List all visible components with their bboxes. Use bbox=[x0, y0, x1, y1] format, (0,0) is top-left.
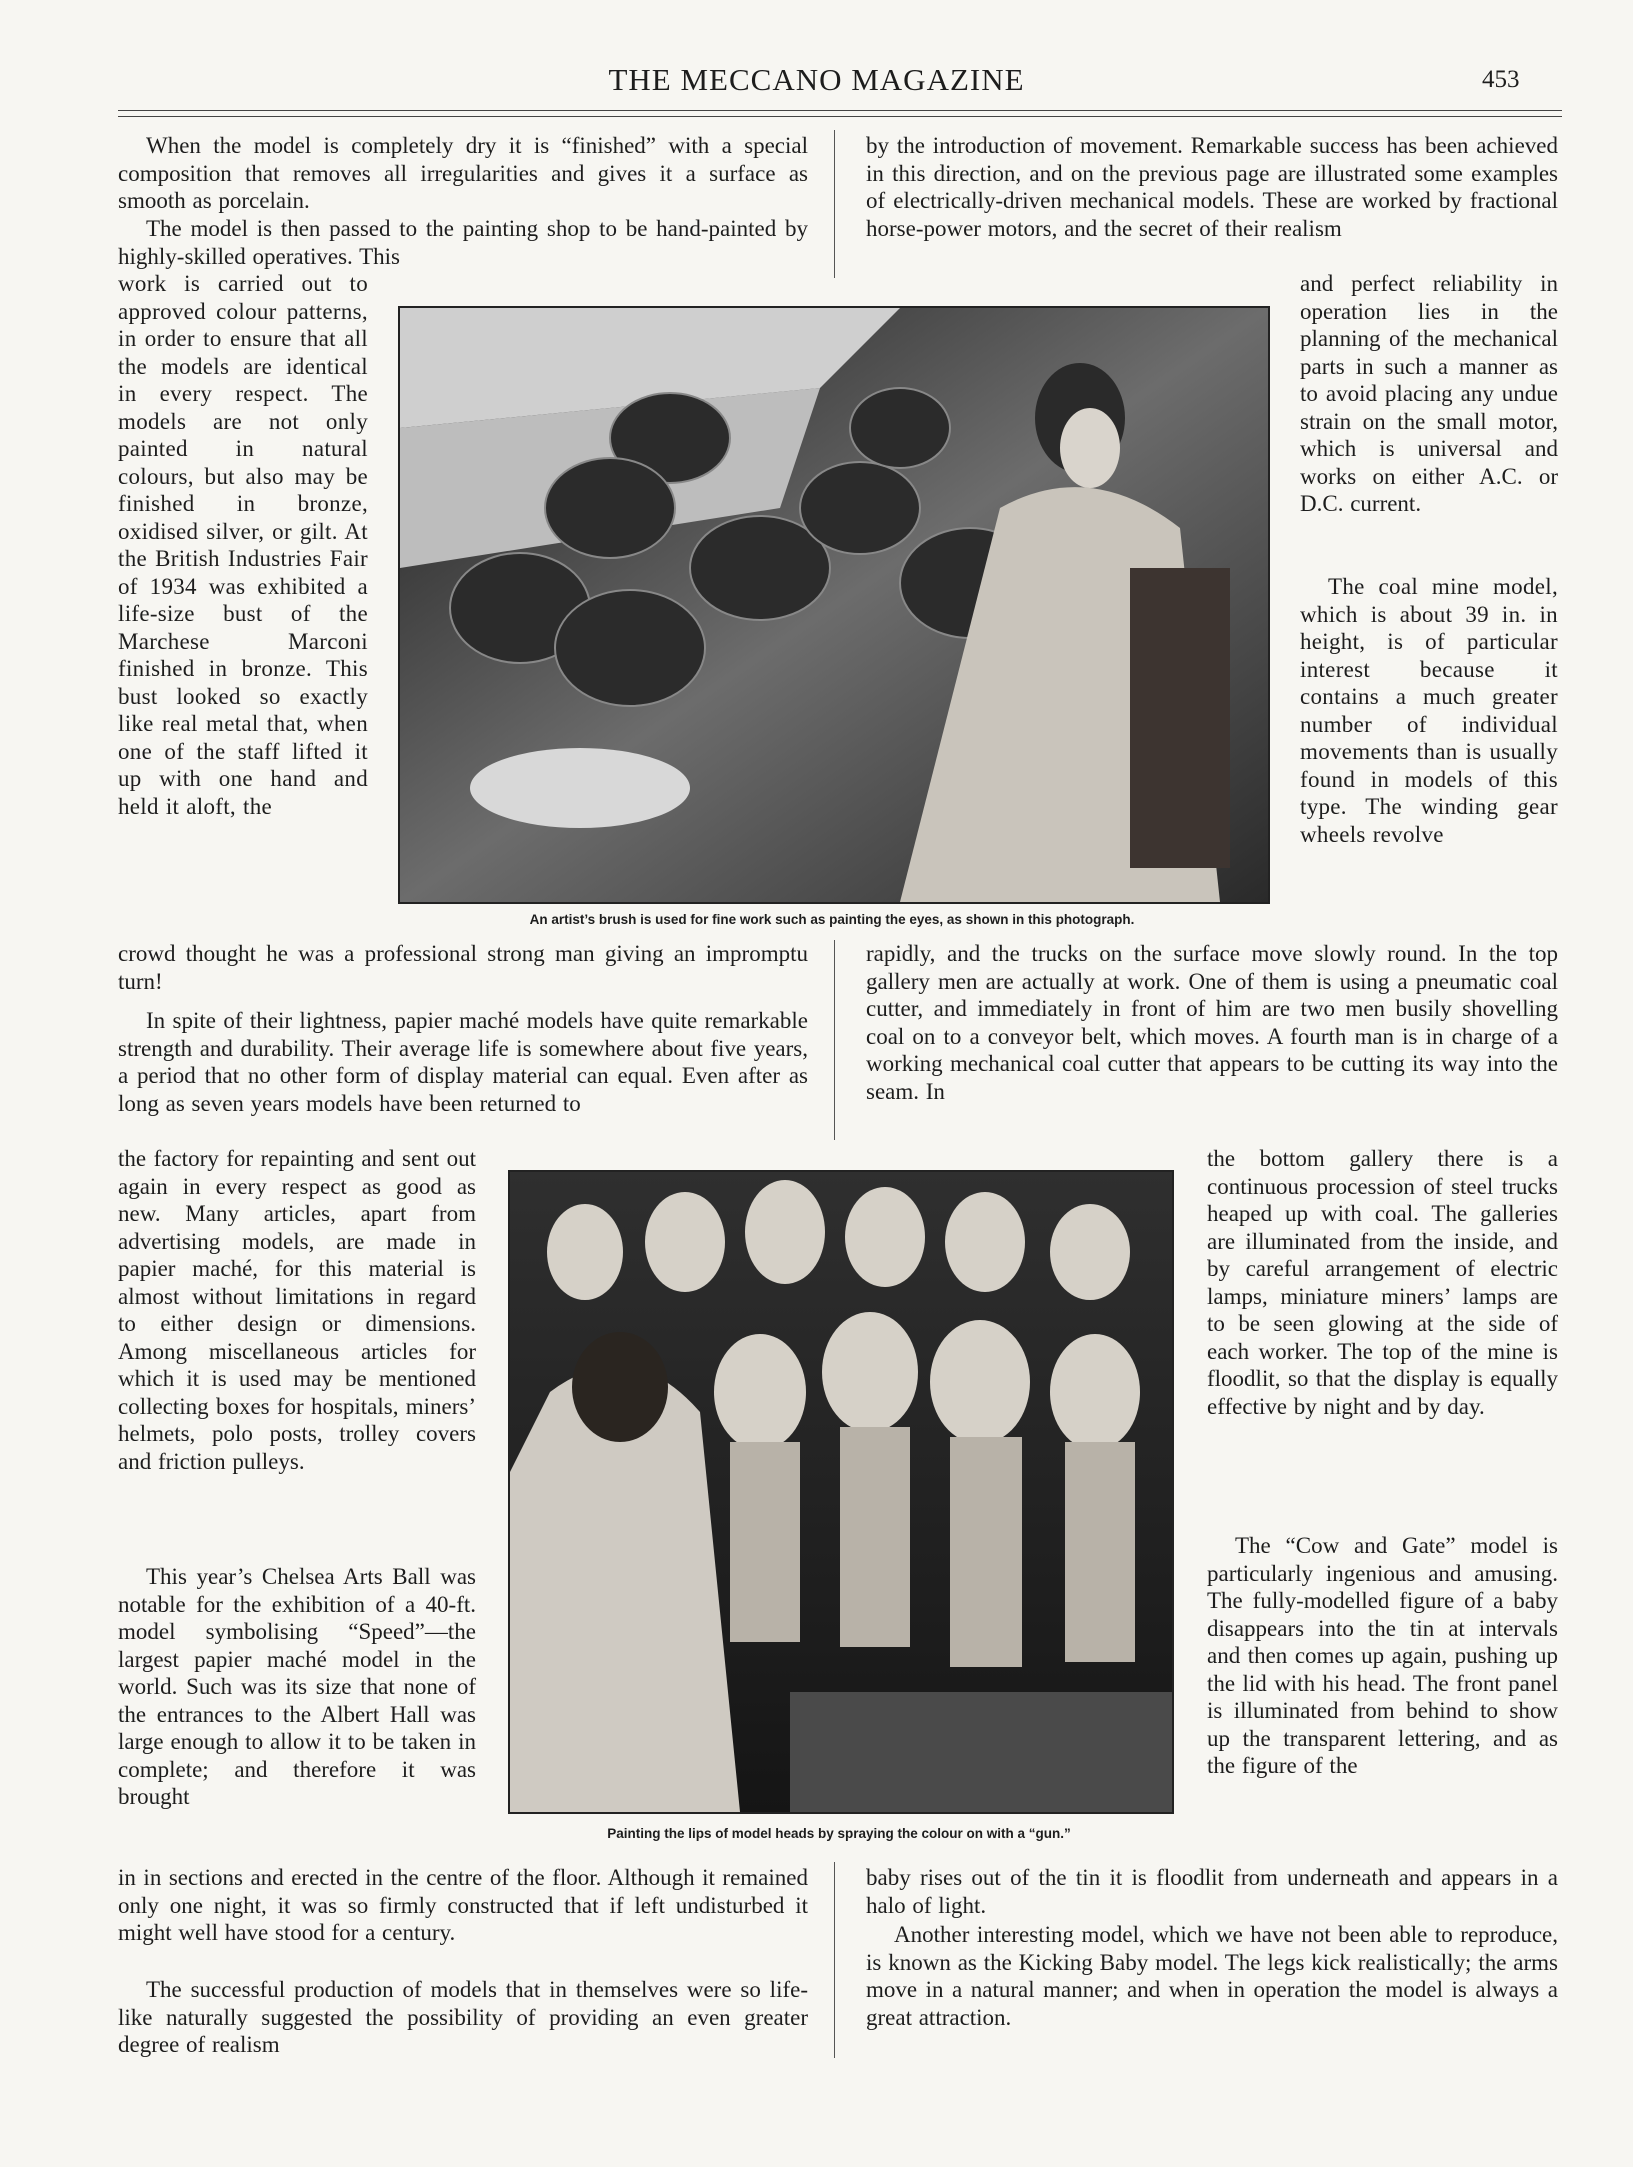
paragraph-coal-mine: The coal mine model, which is about 39 in. in height, is of particular interest because it contains a much greater number of individual movements than is usually found in models of this type. The winding gear wheels revolve bbox=[1300, 574, 1558, 847]
header-rule bbox=[118, 110, 1562, 111]
paragraph-sections: in in sections and erected in the centre of the floor. Although it remained only one night, it was so firmly constructed that if left undisturbed it might well have stood for a century. bbox=[118, 1865, 808, 1945]
header-rule-thin bbox=[118, 116, 1562, 117]
column-divider-middle bbox=[834, 940, 835, 1140]
photo-artist-painting-fox-heads bbox=[398, 306, 1270, 904]
paragraph-rapidly: rapidly, and the trucks on the surface move slowly round. In the top gallery men are actually at work. One of them is using a pneumatic coal cutter, and immediately in front of him are two men busily shovelling coal on to a conveyor belt, which moves. A fourth man is in charge of a working mechanical coal cutter that appears to be cutting its way into the seam. In bbox=[866, 941, 1558, 1104]
caption-top-photo: An artist’s brush is used for fine work such as painting the eyes, as shown in this photograph. bbox=[529, 912, 1135, 927]
paragraph-finished: When the model is completely dry it is “finished” with a special composition that removes all irregularities and gives it a surface as smooth as porcelain. bbox=[118, 133, 808, 213]
paragraph-chelsea-arts-ball: This year’s Chelsea Arts Ball was notable for the exhibition of a 40-ft. model symbolising “Speed”—the largest papier maché model in the world. Such was its size that none of the entrances to the Albert Hall was large enough to allow it to be taken in complete; and therefore it was brought bbox=[118, 1564, 476, 1809]
paragraph-halo: baby rises out of the tin it is floodlit from underneath and appears in a halo of light. bbox=[866, 1865, 1558, 1918]
paragraph-colour-patterns: work is carried out to approved colour patterns, in order to ensure that all the models are identical in every respect. The models are not only painted in natural colours, but also may be finished in bronze, oxidised silver, or gilt. At the British Industries Fair of 1934 was exhibited a life-size bust of the Marchese Marconi finished in bronze. This bust looked so exactly like real metal that, when one of the staff lifted it up with one hand and held it aloft, the bbox=[118, 271, 368, 819]
paragraph-reliability: and perfect reliability in operation lies in the planning of the mechanical parts in such a manner as to avoid placing any undue strain on the small motor, which is universal and works on either A.C. or D.C. current. bbox=[1300, 271, 1558, 516]
paragraph-repainting: the factory for repainting and sent out again in every respect as good as new. Many articles, apart from advertising models, are made in papier maché, for this material is almost without limitations in regard to either design or dimensions. Among miscellaneous articles for which it is used may be mentioned collecting boxes for hospitals, miners’ helmets, polo posts, trolley covers and friction pulleys. bbox=[118, 1146, 476, 1474]
page-number: 453 bbox=[1482, 66, 1520, 93]
paragraph-painting-shop: The model is then passed to the painting shop to be hand-painted by highly-skilled operatives. This bbox=[118, 216, 808, 269]
paragraph-successful-production: The successful production of models that in themselves were so life-like naturally suggested the possibility of providing an even greater degree of realism bbox=[118, 1977, 808, 2057]
page-header-title: THE MECCANO MAGAZINE bbox=[608, 62, 1025, 97]
column-divider-top bbox=[834, 130, 835, 278]
paragraph-bottom-gallery: the bottom gallery there is a continuous procession of steel trucks heaped up with coal. The galleries are illuminated from the inside, and by careful arrangement of electric lamps, miniature miners’ lamps are to be seen glowing at the side of each worker. The top of the mine is floodlit, so that the display is equally effective by night and by day. bbox=[1207, 1146, 1558, 1419]
paragraph-cow-and-gate: The “Cow and Gate” model is particularly ingenious and amusing. The fully-modelled figure of a baby disappears into the tin at intervals and then comes up again, pushing up the lid with his head. The front panel is illuminated from behind to show up the transparent lettering, and as the figure of the bbox=[1207, 1533, 1558, 1778]
paragraph-strong-man: crowd thought he was a professional strong man giving an impromptu turn! bbox=[118, 941, 808, 994]
column-divider-bottom bbox=[834, 1862, 835, 2058]
photo-artist-painting-fox-heads-image bbox=[400, 308, 1268, 902]
photo-spraying-model-heads-image bbox=[510, 1172, 1172, 1812]
paragraph-durability: In spite of their lightness, papier maché models have quite remarkable strength and durability. Their average life is somewhere about five years, a period that no other form of display material can equal. Even after as long as seven years models have been returned to bbox=[118, 1008, 808, 1116]
photo-spraying-model-heads bbox=[508, 1170, 1174, 1814]
caption-bottom-photo: Painting the lips of model heads by spraying the colour on with a “gun.” bbox=[607, 1826, 1071, 1841]
paragraph-movement: by the introduction of movement. Remarkable success has been achieved in this direction, and on the previous page are illustrated some examples of electrically-driven mechanical models. These are worked by fractional horse-power motors, and the secret of their realism bbox=[866, 133, 1558, 241]
paragraph-kicking-baby: Another interesting model, which we have not been able to reproduce, is known as the Kicking Baby model. The legs kick realistically; the arms move in a natural manner; and when in operation the model is always a great attraction. bbox=[866, 1922, 1558, 2030]
